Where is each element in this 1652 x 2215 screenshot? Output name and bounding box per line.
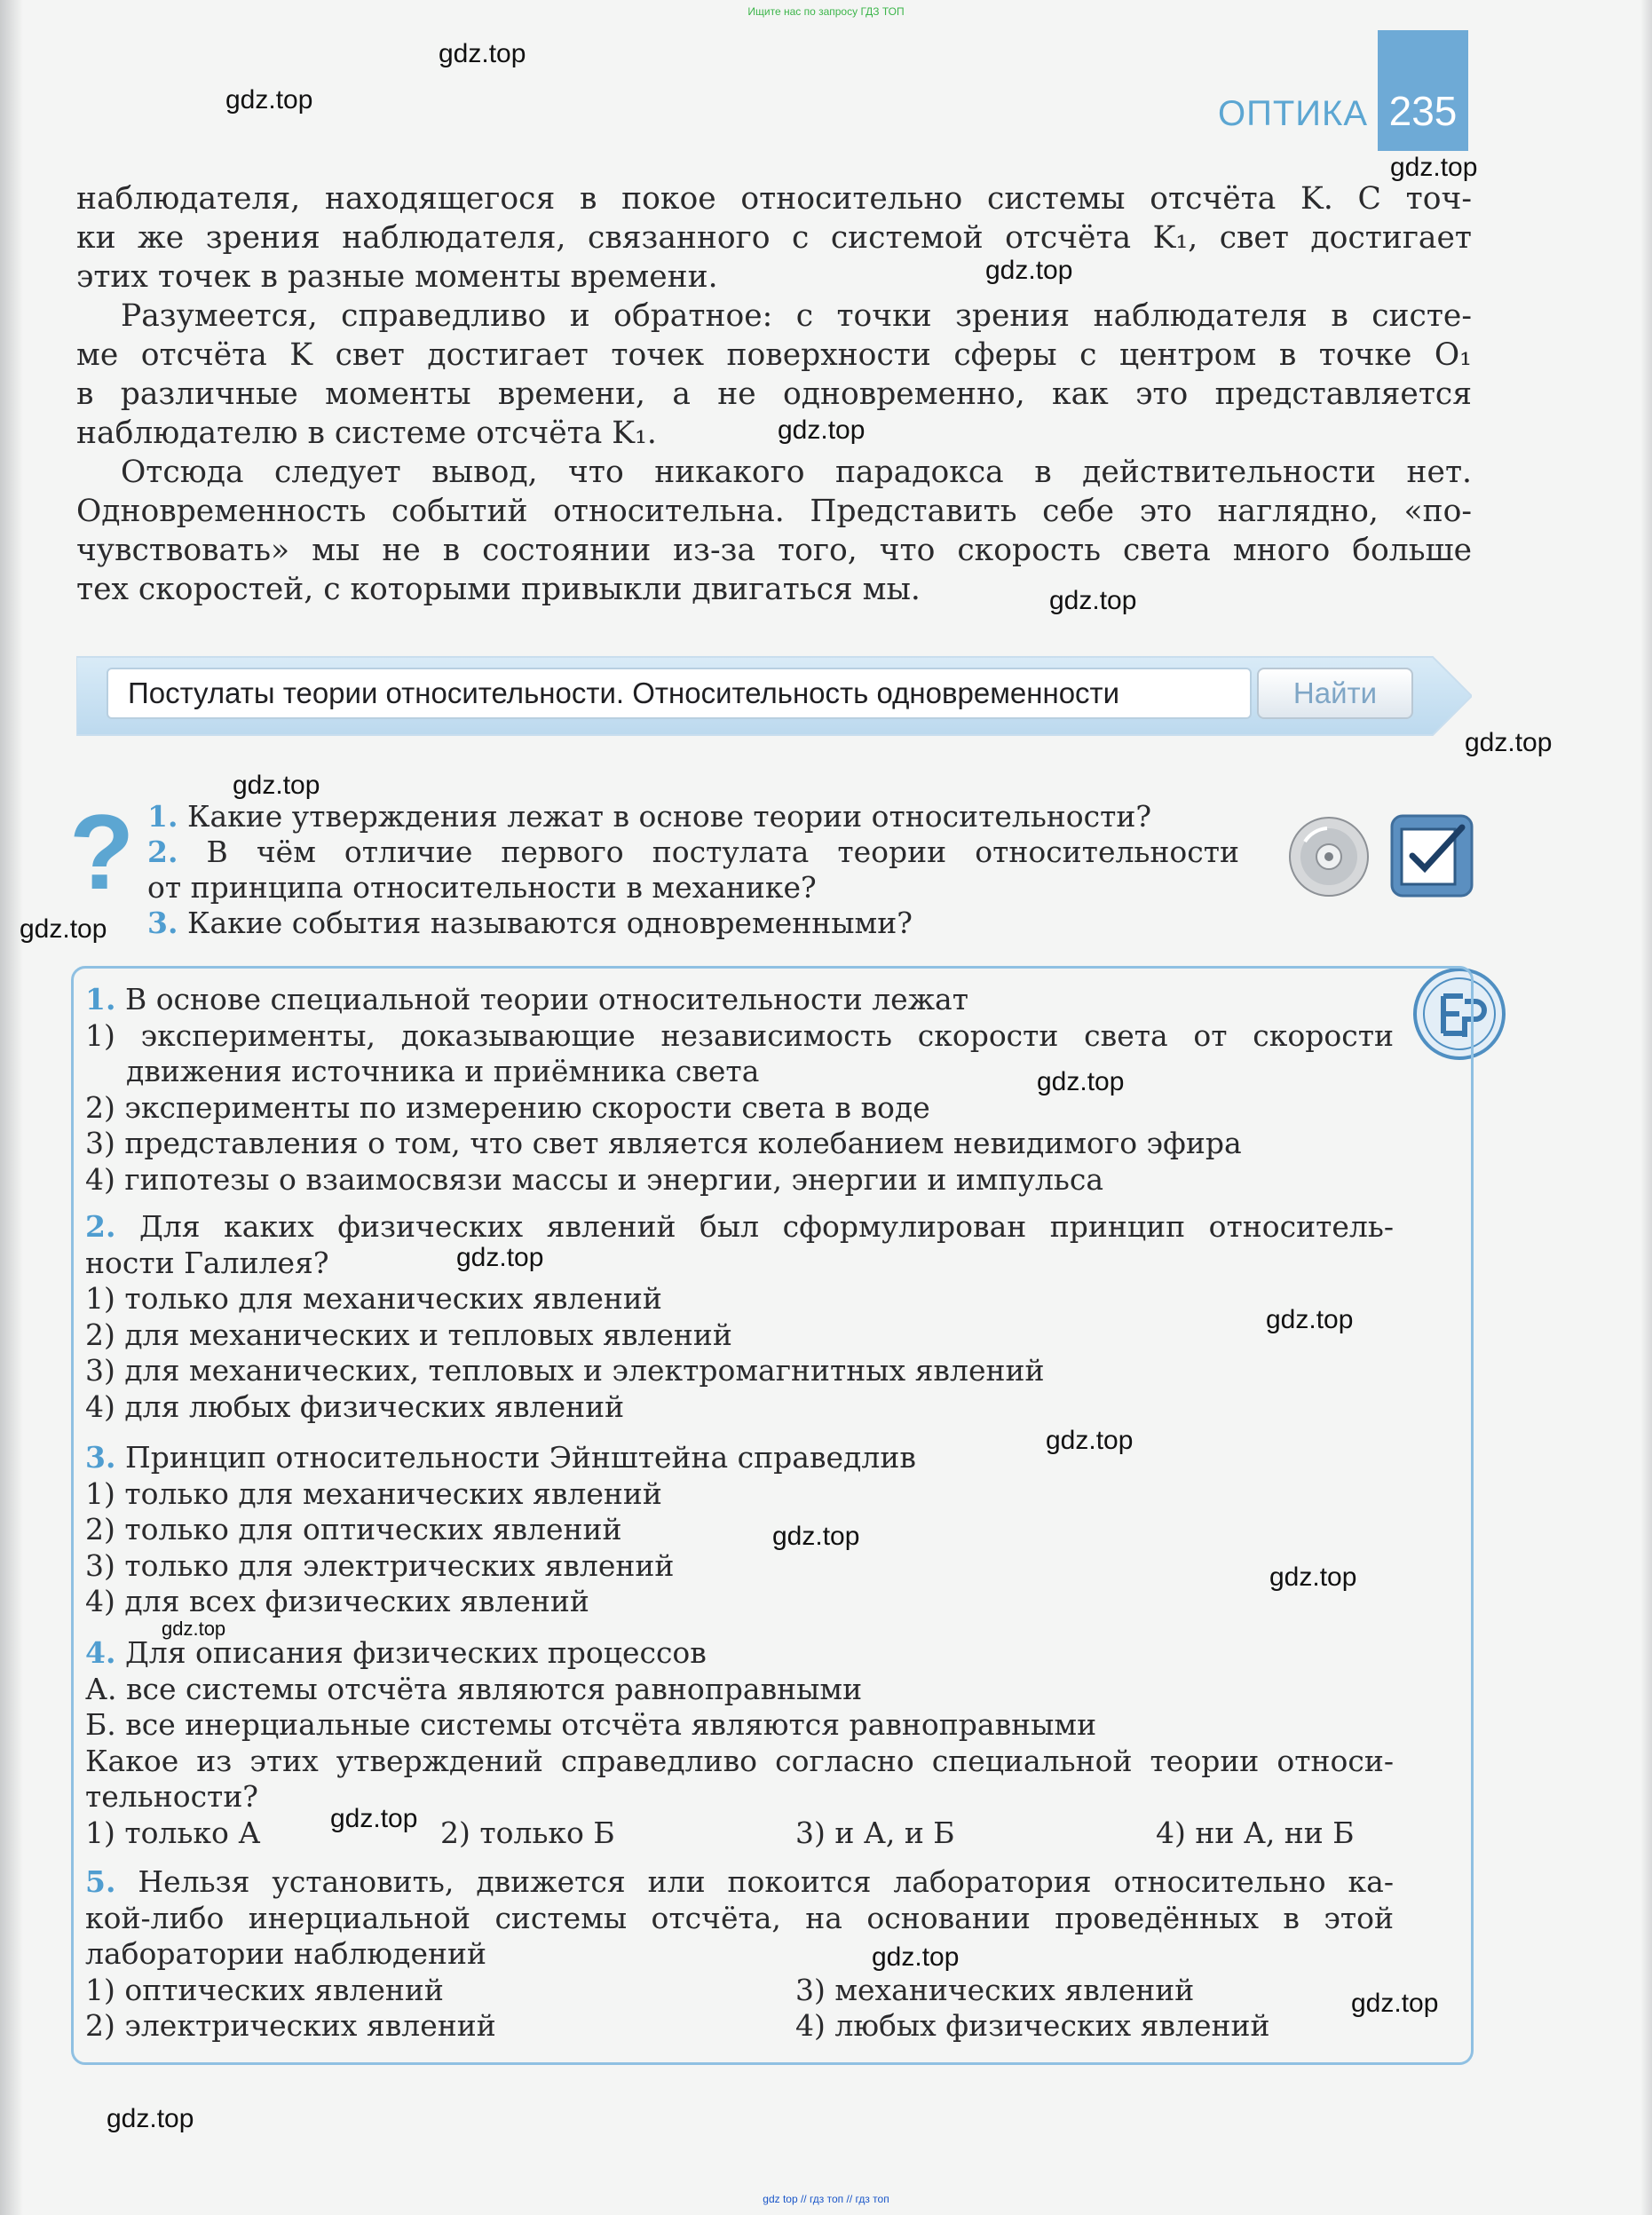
page-edge-shadow-left bbox=[0, 0, 23, 2215]
answer-row bbox=[85, 2008, 1394, 2045]
test-number: 1. bbox=[85, 982, 116, 1017]
watermark: gdz.top bbox=[1351, 1989, 1439, 2018]
bottom-banner: gdz top // гдз топ // гдз топ bbox=[763, 2193, 889, 2205]
test-option: 1) только для механических явлений bbox=[85, 1281, 662, 1316]
top-banner: Ищите нас по запросу ГДЗ ТОП bbox=[747, 5, 905, 18]
test-option: 3) для механических, тепловых и электромагнитных явлений bbox=[85, 1353, 1045, 1388]
test-option: Б. все инерциальные системы отсчёта являются равноправными bbox=[85, 1707, 1097, 1742]
watermark: gdz.top bbox=[439, 39, 526, 68]
test-option: 3) представления о том, что свет является колебанием невидимого эфира bbox=[85, 1126, 1242, 1160]
watermark: gdz.top bbox=[872, 1942, 960, 1972]
paragraph-2 bbox=[76, 297, 1472, 453]
search-bar bbox=[76, 652, 1472, 740]
answer-option: 2) только Б bbox=[440, 1815, 615, 1850]
text-line: в различные моменты времени, а не одновременно, как это представляется bbox=[76, 376, 1472, 412]
test-option: 2) для механических и тепловых явлений bbox=[85, 1317, 732, 1352]
watermark: gdz.top bbox=[1037, 1067, 1125, 1096]
test-number: 5. bbox=[85, 1864, 116, 1899]
test-number: 4. bbox=[85, 1635, 116, 1670]
question-2 bbox=[147, 835, 1239, 870]
search-query-text: Постулаты теории относительности. Относительность одновременности bbox=[128, 676, 1120, 709]
text-line: наблюдателя, находящегося в покое относительно системы отсчёта K. С точ- bbox=[76, 181, 1472, 217]
answer-option: 3) механических явлений bbox=[795, 1972, 1195, 2007]
page-number: 235 bbox=[1388, 88, 1458, 134]
text-line: ки же зрения наблюдателя, связанного с системой отсчёта K₁, свет достигает bbox=[76, 220, 1472, 256]
answer-option: 3) и А, и Б bbox=[795, 1815, 955, 1850]
test-stem: ности Галилея? bbox=[85, 1245, 329, 1280]
question-number: 2. bbox=[147, 835, 178, 869]
search-button[interactable]: Найти bbox=[1257, 668, 1413, 719]
watermark: gdz.top bbox=[233, 771, 320, 800]
text-line: наблюдателю в системе отсчёта K₁. bbox=[76, 415, 657, 451]
text-line: Разумеется, справедливо и обратное: с точки зрения наблюдателя в систе- bbox=[121, 298, 1472, 334]
page-number-tab bbox=[1378, 30, 1468, 151]
question-2-cont bbox=[147, 870, 1239, 906]
test-number: 3. bbox=[85, 1440, 116, 1475]
watermark: gdz.top bbox=[1266, 1305, 1354, 1334]
test-stem: Для каких физических явлений был сформулирован принцип относитель- bbox=[139, 1209, 1394, 1244]
watermark: gdz.top bbox=[1049, 586, 1137, 615]
test-stem: Для описания физических процессов bbox=[124, 1635, 707, 1670]
test-option: тельности? bbox=[85, 1779, 259, 1814]
test-stem: лаборатории наблюдений bbox=[85, 1936, 486, 1971]
question-text: Какие события называются одновременными? bbox=[186, 906, 913, 940]
text-line: ме отсчёта K свет достигает точек поверхности сферы с центром в точке O₁ bbox=[76, 337, 1472, 373]
test-option: 3) только для электрических явлений bbox=[85, 1547, 675, 1583]
test-5 bbox=[85, 1864, 1394, 2045]
test-number: 2. bbox=[85, 1209, 116, 1244]
watermark: gdz.top bbox=[456, 1243, 544, 1272]
test-option: 2) только для оптических явлений bbox=[85, 1512, 622, 1547]
section-title: ОПТИКА bbox=[1217, 94, 1368, 133]
test-option: 1) эксперименты, доказывающие независимость скорости света от скорости bbox=[85, 1017, 1394, 1053]
test-1 bbox=[85, 982, 1394, 1198]
watermark: gdz.top bbox=[1046, 1426, 1134, 1455]
test-3 bbox=[85, 1440, 1394, 1620]
text-line: Отсюда следует вывод, что никакого парадокса в действительности нет. bbox=[121, 455, 1472, 490]
test-option: 2) эксперименты по измерению скорости света в воде bbox=[85, 1089, 930, 1125]
test-stem: Нельзя установить, движется или покоится лаборатория относительно ка- bbox=[138, 1864, 1394, 1899]
text-line: чувствовать» мы не в состоянии из-за того, что скорость света много больше bbox=[76, 533, 1472, 568]
text-line: тех скоростей, с которыми привыкли двигаться мы. bbox=[76, 572, 921, 607]
answer-option: 2) электрических явлений bbox=[85, 2008, 496, 2043]
watermark: gdz.top bbox=[778, 415, 866, 445]
answer-option: 1) оптических явлений bbox=[85, 1972, 444, 2007]
watermark: gdz.top bbox=[1390, 153, 1478, 182]
watermark: gdz.top bbox=[330, 1804, 418, 1833]
search-input[interactable] bbox=[107, 668, 1252, 719]
test-option: Какое из этих утверждений справедливо согласно специальной теории относи- bbox=[85, 1743, 1394, 1778]
watermark: gdz.top bbox=[1269, 1562, 1357, 1592]
paragraph-1 bbox=[76, 179, 1472, 297]
test-option: 4) для любых физических явлений bbox=[85, 1388, 625, 1424]
question-text: Какие утверждения лежат в основе теории относительности? bbox=[186, 799, 1152, 834]
test-stem: кой-либо инерциальной системы отсчёта, на основании проведённых в этой bbox=[85, 1900, 1394, 1935]
test-option: движения источника и приёмника света bbox=[126, 1054, 760, 1088]
watermark: gdz.top bbox=[1465, 728, 1553, 757]
cd-disc-icon[interactable] bbox=[1287, 815, 1371, 898]
test-4 bbox=[85, 1635, 1394, 1851]
watermark: gdz.top bbox=[985, 256, 1073, 285]
text-line: Одновременность событий относительна. Представить себе это наглядно, «по- bbox=[76, 494, 1472, 529]
question-3 bbox=[147, 906, 1239, 941]
question-text: В чём отличие первого постулата теории относительности bbox=[206, 835, 1239, 869]
question-mark-icon: ? bbox=[69, 793, 135, 912]
answer-row bbox=[85, 1816, 1394, 1852]
answer-option: 1) только А bbox=[85, 1815, 261, 1850]
test-stem: В основе специальной теории относительности лежат bbox=[124, 982, 968, 1017]
watermark: gdz.top bbox=[772, 1522, 860, 1551]
question-1 bbox=[147, 799, 1239, 835]
text-line: этих точек в разные моменты времени. bbox=[76, 259, 718, 295]
test-option: 4) гипотезы о взаимосвязи массы и энергии, энергии и импульса bbox=[85, 1161, 1104, 1197]
test-stem: Принцип относительности Эйнштейна справедлив bbox=[124, 1440, 916, 1475]
watermark: gdz.top bbox=[225, 85, 313, 115]
answer-option: 4) любых физических явлений bbox=[795, 2008, 1270, 2043]
question-number: 1. bbox=[147, 799, 178, 834]
watermark: gdz.top bbox=[20, 914, 107, 944]
test-2 bbox=[85, 1209, 1394, 1425]
test-option: А. все системы отсчёта являются равноправными bbox=[85, 1671, 863, 1706]
watermark: gdz.top bbox=[107, 2104, 194, 2133]
page-edge-shadow-right bbox=[1640, 0, 1652, 2215]
watermark: gdz.top bbox=[162, 1618, 226, 1640]
question-number: 3. bbox=[147, 906, 178, 940]
answer-option: 4) ни А, ни Б bbox=[1156, 1815, 1355, 1850]
answer-row bbox=[85, 1973, 1394, 2009]
checklist-icon[interactable] bbox=[1389, 813, 1474, 898]
test-option: 4) для всех физических явлений bbox=[85, 1584, 589, 1618]
test-option: 1) только для механических явлений bbox=[85, 1475, 662, 1511]
question-text: от принципа относительности в механике? bbox=[147, 870, 817, 905]
paragraph-3 bbox=[76, 453, 1472, 609]
